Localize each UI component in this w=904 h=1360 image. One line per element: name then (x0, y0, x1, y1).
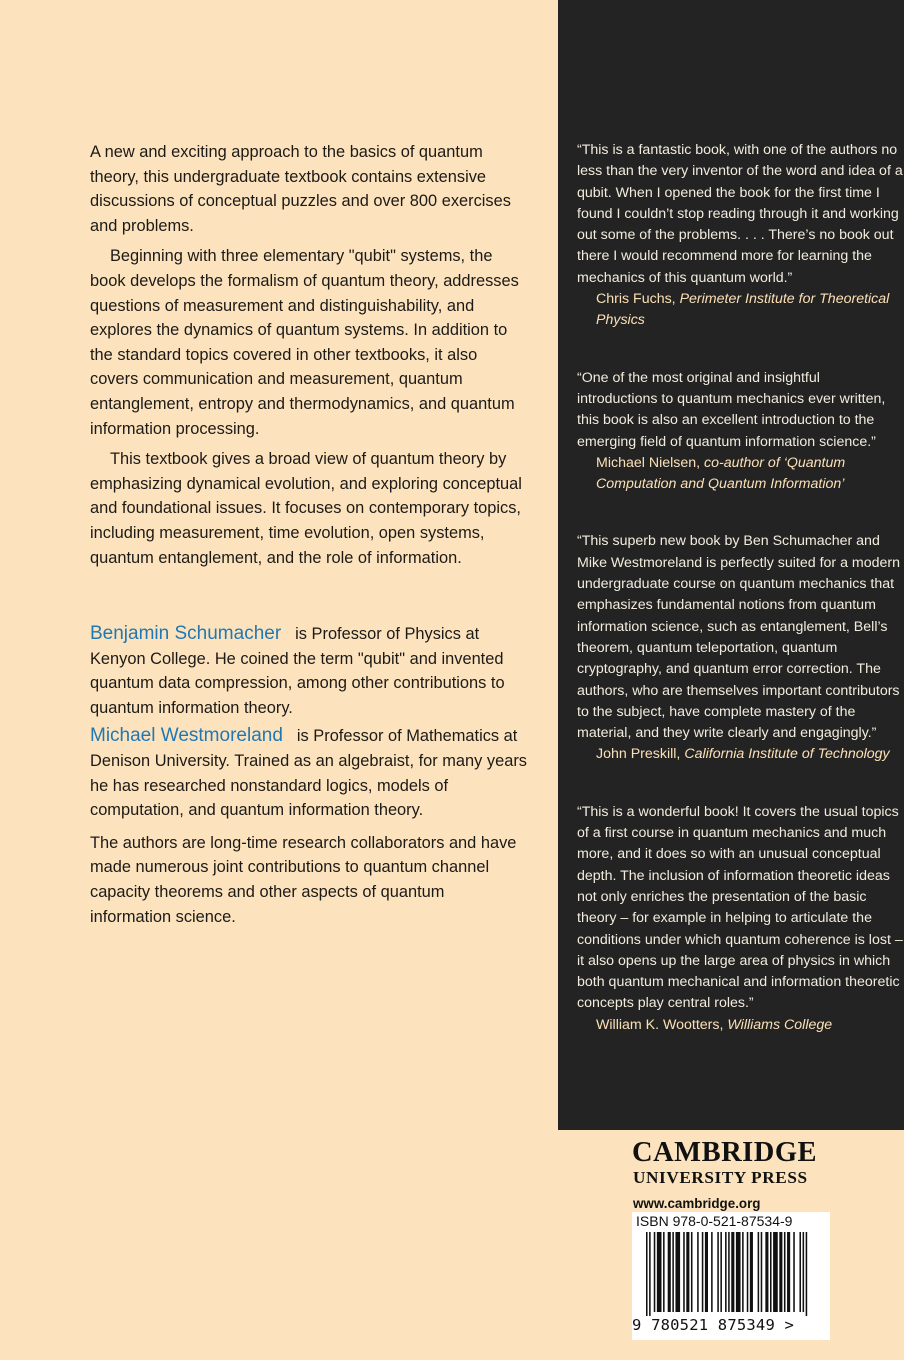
barcode-bar (675, 1232, 680, 1312)
barcode-bar (779, 1232, 782, 1312)
barcode-bar (668, 1232, 671, 1312)
barcode-bar (787, 1232, 790, 1312)
barcode-bar (725, 1232, 727, 1312)
endorser-name: Michael Nielsen, (596, 454, 701, 471)
barcode-bar (784, 1232, 786, 1312)
barcode-bar (657, 1232, 662, 1312)
barcode-bar (720, 1232, 722, 1312)
barcode-bar (750, 1232, 753, 1312)
endorsement-text: “One of the most original and insightful introductions to quantum mechanics ever written, this book is also an excellent introduction to the emerging field of quantum information science.” (577, 369, 886, 450)
barcode-bar (770, 1232, 772, 1312)
endorsement-attribution (577, 744, 904, 765)
publisher-url: www.cambridge.org (633, 1196, 761, 1211)
barcode-bar (806, 1232, 808, 1316)
collaboration-note: The authors are long-time research collaborators and have made numerous joint contributions to quantum channel capacity theorems and other aspects of quantum information science. (90, 833, 517, 926)
barcode-bar (654, 1232, 656, 1312)
barcode-bar (683, 1232, 685, 1312)
endorsement-text: “This is a fantastic book, with one of the authors no less than the very inventor of the word and idea of a qubit. When I opened the book for the first time I found I couldn’t stop reading through it and working out some of the problems. . . . There’s no book out there I would recommend more for learning the mechanics of this quantum world.” (577, 142, 903, 286)
blurb-paragraph: Beginning with three elementary "qubit" systems, the book develops the formalism of quantum theory, addresses questions of measurement and distinguishability, and explores the dynamics of quantum systems. In addition to the standard topics covered in other textbooks, it also covers communication and measurement, quantum entanglement, entropy and thermodynamics, and quantum information processing. (90, 247, 519, 438)
barcode-bar (672, 1232, 674, 1312)
publisher-name: CAMBRIDGE (632, 1137, 818, 1168)
blurb-paragraph: This textbook gives a broad view of quantum theory by emphasizing dynamical evolution, and exploring conceptual and foundational issues. It focuses on contemporary topics, including measurement, time evolution, open systems, quantum entanglement, and the role of information. (90, 450, 522, 567)
author-name: Michael Westmoreland (90, 725, 283, 747)
endorsement-attribution (577, 289, 904, 332)
endorsement (577, 140, 904, 332)
barcode-bar (691, 1232, 693, 1312)
barcode-bar (758, 1232, 760, 1312)
endorsement (577, 531, 904, 765)
barcode-bar (747, 1232, 749, 1312)
barcode-bar (649, 1232, 651, 1316)
endorsement-text: “This is a wonderful book! It covers the usual topics of a first course in quantum mechanics and much more, and it does so with an unusual conceptual depth. The inclusion of information theoretic ideas not only enriches the presentation of the basic theory – for example in helping to articulate the conditions under which quantum coherence is lost – it also opens up the large area of physics in which both quantum mechanical and information theoretic concepts play central roles.” (577, 803, 903, 1012)
barcode-bar (663, 1232, 665, 1312)
endorser-affiliation: Perimeter Institute for Theoretical Physics (596, 291, 890, 329)
author-name: Benjamin Schumacher (90, 623, 282, 645)
barcode-bar (728, 1232, 730, 1312)
barcode-bar (705, 1232, 708, 1312)
author-bio-text: is Professor of Mathematics at Denison University. Trained as an algebraist, for many years he has researched nonstandard logics, models of computation, and quantum information theory. (90, 727, 527, 820)
blurb-paragraph: A new and exciting approach to the basics of quantum theory, this undergraduate textbook contains extensive discussions of conceptual puzzles and over 800 exercises and problems. (90, 143, 511, 235)
endorser-affiliation: California Institute of Technology (684, 746, 890, 763)
barcode-bar (736, 1232, 741, 1312)
barcode-bar (711, 1232, 713, 1312)
barcode-label (632, 1212, 830, 1340)
endorsement (577, 368, 904, 496)
endorser-name: William K. Wootters, (596, 1016, 724, 1033)
barcode-bar (742, 1232, 744, 1312)
publisher-logo (632, 1138, 852, 1211)
endorsement (577, 802, 904, 1036)
author-bio-text: is Professor of Physics at Kenyon College. He coined the term "qubit" and invented quantum data compression, among other contributions to quantum information theory. (90, 625, 505, 717)
endorser-affiliation: co-author of ‘Quantum Computation and Quantum Information’ (596, 454, 846, 493)
barcode-bar (773, 1232, 778, 1312)
barcode-bar (702, 1232, 704, 1312)
endorsement-attribution (577, 453, 904, 496)
endorsements-panel (558, 0, 904, 1130)
endorsements-list (577, 140, 904, 1036)
endorser-affiliation: Williams College (727, 1016, 833, 1033)
barcode-icon (632, 1232, 830, 1316)
barcode-bar (799, 1232, 801, 1312)
barcode-bar (646, 1232, 648, 1316)
barcode-bar (686, 1232, 689, 1312)
publisher-subtitle: UNIVERSITY PRESS (633, 1168, 808, 1187)
endorser-name: Chris Fuchs, (596, 291, 676, 308)
barcode-bar (793, 1232, 795, 1312)
barcode-bar (717, 1232, 719, 1312)
author-bio (90, 724, 530, 822)
endorser-name: John Preskill, (596, 746, 681, 763)
barcode-bar (761, 1232, 763, 1312)
barcode-digits: 9 780521 875349 > (632, 1316, 795, 1334)
barcode-bar (731, 1232, 734, 1312)
barcode-bar (697, 1232, 699, 1312)
isbn-text: ISBN 978-0-521-87534-9 (636, 1213, 793, 1229)
endorsement-attribution (577, 1015, 904, 1036)
barcode-bar (765, 1232, 768, 1312)
back-cover-blurb (90, 140, 530, 929)
barcode-bar (803, 1232, 805, 1312)
author-bio (90, 622, 530, 720)
endorsement-text: “This superb new book by Ben Schumacher and Mike Westmoreland is perfectly suited for a modern undergraduate course on quantum mechanics that emphasizes fundamental notions from quantum information science, such as entanglement, Bell’s theorem, quantum teleportation, quantum cryptography, and quantum error correction. The authors, who are themselves important contributors to the subject, have complete mastery of the material, and they write clearly and engagingly.” (577, 533, 901, 742)
